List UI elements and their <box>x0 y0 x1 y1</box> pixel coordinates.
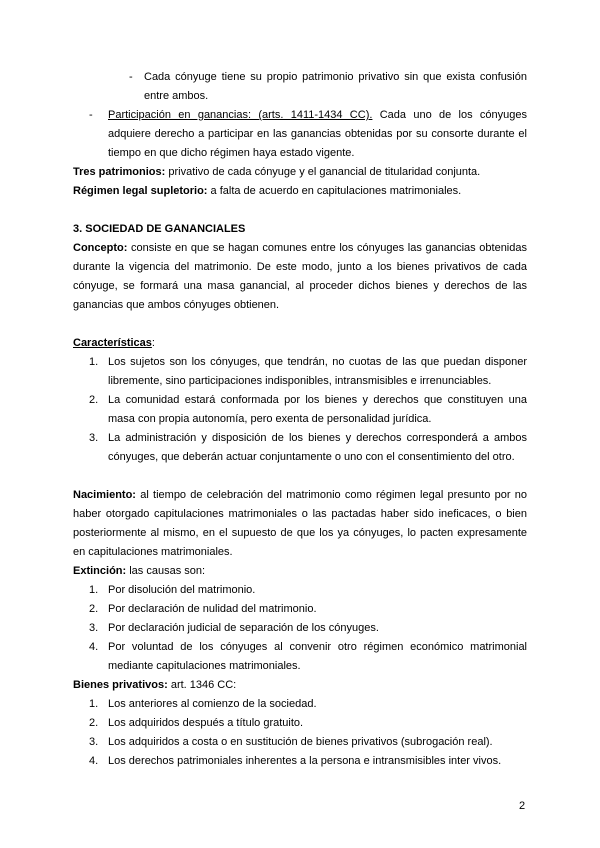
list-item: 3. Por declaración judicial de separación de los cónyuges. <box>89 622 379 634</box>
bienes-list <box>73 695 527 771</box>
section-title: 3. SOCIEDAD DE GANANCIALES <box>73 223 246 235</box>
list-item: 2. Los adquiridos después a título gratuito. <box>89 717 304 729</box>
list-item <box>73 106 527 163</box>
list-item: 1. Los sujetos son los cónyuges, que tendrán, no cuotas de las que puedan disponer libremente, sino participaciones indisponibles, intransmisibles e irrenunciables. <box>89 356 527 387</box>
bienes-paragraph <box>73 676 527 695</box>
dash-bullet: - <box>129 71 133 83</box>
bienes-text: art. 1346 CC: <box>167 679 237 691</box>
concepto-label: Concepto: <box>73 242 128 254</box>
regimen-label: Régimen legal supletorio: <box>73 185 208 197</box>
concepto-text: consiste en que se hagan comunes entre los cónyuges las ganancias obtenidas durante la vigencia del matrimonio. De este modo, junto a los bienes privativos de cada cónyuge, se formará una masa ganancial, al proceder dichos bienes y derechos de las ganancias que ambos cónyuges obtienen. <box>73 242 527 311</box>
tres-text: privativo de cada cónyuge y el ganancial de titularidad conjunta. <box>165 166 481 178</box>
list-item: 3. Los adquiridos a costa o en sustitución de bienes privativos (subrogación real). <box>89 736 493 748</box>
extincion-text: las causas son: <box>126 565 206 577</box>
sub-item-text: Cada cónyuge tiene su propio patrimonio privativo sin que exista confusión entre ambos. <box>144 71 527 102</box>
bienes-label: Bienes privativos: <box>73 679 168 691</box>
concepto-paragraph <box>73 239 527 315</box>
nacimiento-label: Nacimiento: <box>73 489 136 501</box>
sub-list-item <box>73 68 527 106</box>
regimen-paragraph <box>73 182 527 201</box>
caracteristicas-list <box>73 353 527 467</box>
item-text: Cada uno de los cónyuges adquiere derecho a participar en las ganancias obtenidas por su consorte durante el tiempo en que dicho régimen haya estado vigente. <box>108 109 527 159</box>
item-heading: Participación en ganancias: (arts. 1411-1434 CC). <box>108 109 373 121</box>
extincion-list <box>73 581 527 676</box>
caracteristicas-heading: Características: <box>73 337 155 349</box>
list-item: 1. Los anteriores al comienzo de la sociedad. <box>89 698 317 710</box>
dash-bullet: - <box>89 109 93 121</box>
list-item: 4. Los derechos patrimoniales inherentes a la persona e intransmisibles inter vivos. <box>89 755 502 767</box>
list-item: 4. Por voluntad de los cónyuges al convenir otro régimen económico matrimonial mediante capitulaciones matrimoniales. <box>89 641 527 672</box>
nacimiento-text: al tiempo de celebración del matrimonio como régimen legal presunto por no haber otorgado capitulaciones matrimoniales o las pactadas haber sido ineficaces, o bien posteriormente al mismo, en el supuesto de que los ya cónyuges, lo pacten expresamente en capitulaciones matrimoniales. <box>73 489 527 558</box>
extincion-paragraph <box>73 562 527 581</box>
document-page <box>73 68 527 771</box>
nacimiento-paragraph <box>73 486 527 562</box>
list-item: 1. Por disolución del matrimonio. <box>89 584 256 596</box>
regimen-text: a falta de acuerdo en capitulaciones matrimoniales. <box>207 185 462 197</box>
tres-label: Tres patrimonios: <box>73 166 166 178</box>
page-number: 2 <box>519 800 526 812</box>
list-item: 2. La comunidad estará conformada por los bienes y derechos que constituyen una masa con propia autonomía, pero exenta de personalidad jurídica. <box>89 394 527 425</box>
extincion-label: Extinción: <box>73 565 127 577</box>
list-item: 2. Por declaración de nulidad del matrimonio. <box>89 603 317 615</box>
list-item: 3. La administración y disposición de los bienes y derechos corresponderá a ambos cónyuges, que deberán actuar conjuntamente o uno con el consentimiento del otro. <box>89 432 527 463</box>
tres-patrimonios-paragraph <box>73 163 527 182</box>
caracteristicas-label: Características <box>73 337 152 349</box>
